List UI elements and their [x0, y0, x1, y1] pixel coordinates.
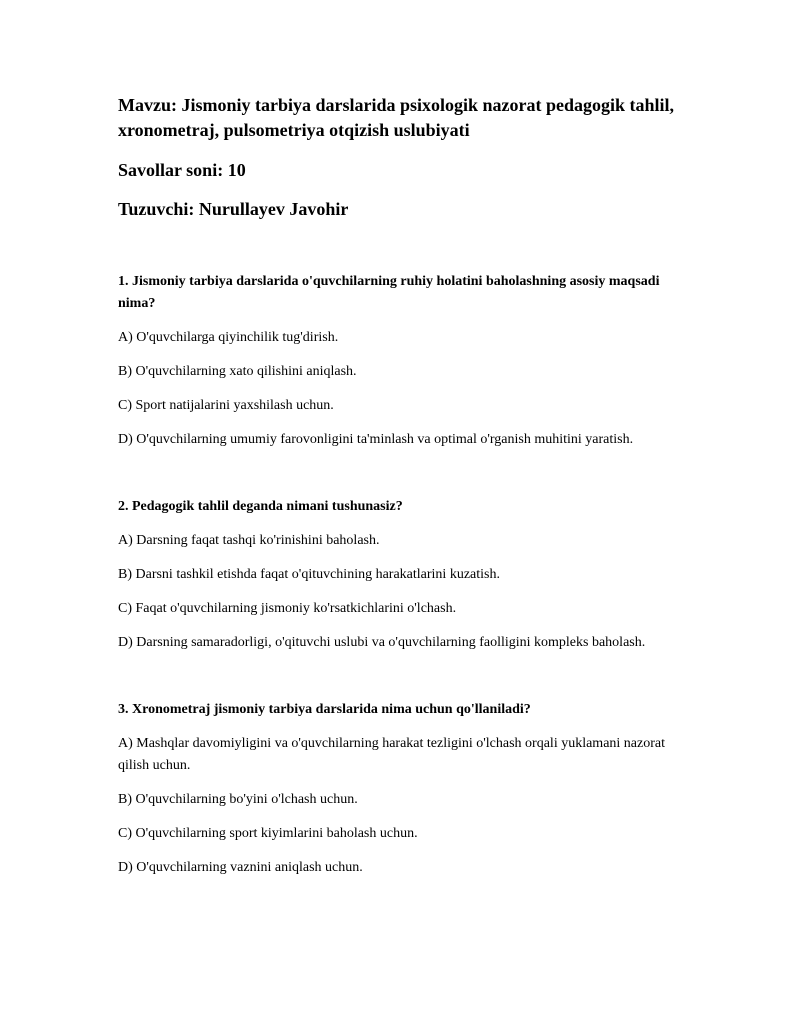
- answer-option-a: A) Mashqlar davomiyligini va o'quvchilarning harakat tezligini o'lchash orqali yuklamani nazorat qilish uchun.: [118, 736, 665, 773]
- answer-option-b: B) Darsni tashkil etishda faqat o'qituvchining harakatlarini kuzatish.: [118, 567, 500, 582]
- document-title: Mavzu: Jismoniy tarbiya darslarida psixologik nazorat pedagogik tahlil, xronometraj, pulsometriya otqizish uslubiyati: [118, 95, 675, 140]
- answer-option-b: B) O'quvchilarning xato qilishini aniqlash.: [118, 364, 357, 379]
- question-text: 1. Jismoniy tarbiya darslarida o'quvchilarning ruhiy holatini baholashning asosiy maqsadi nima?: [118, 274, 660, 311]
- question-text: 3. Xronometraj jismoniy tarbiya darslarida nima uchun qo'llaniladi?: [118, 702, 531, 717]
- answer-option-a: A) O'quvchilarga qiyinchilik tug'dirish.: [118, 330, 339, 345]
- answer-option-d: D) Darsning samaradorligi, o'qituvchi uslubi va o'quvchilarning faolligini kompleks baholash.: [118, 635, 646, 650]
- answer-option-a: A) Darsning faqat tashqi ko'rinishini baholash.: [118, 533, 380, 548]
- answer-option-d: D) O'quvchilarning umumiy farovonligini ta'minlash va optimal o'rganish muhitini yaratish.: [118, 432, 634, 447]
- document-page: [118, 93, 698, 879]
- question-2: [118, 496, 698, 654]
- answer-option-d: D) O'quvchilarning vaznini aniqlash uchun.: [118, 860, 363, 875]
- question-3: [118, 699, 698, 879]
- answer-option-c: C) Faqat o'quvchilarning jismoniy ko'rsatkichlarini o'lchash.: [118, 601, 457, 616]
- answer-option-c: C) Sport natijalarini yaxshilash uchun.: [118, 398, 334, 413]
- answer-option-c: C) O'quvchilarning sport kiyimlarini baholash uchun.: [118, 826, 418, 841]
- question-1: [118, 271, 698, 451]
- document-author: Tuzuvchi: Nurullayev Javohir: [118, 199, 349, 219]
- question-count: Savollar soni: 10: [118, 160, 246, 180]
- answer-option-b: B) O'quvchilarning bo'yini o'lchash uchun.: [118, 792, 358, 807]
- question-text: 2. Pedagogik tahlil deganda nimani tushunasiz?: [118, 499, 403, 514]
